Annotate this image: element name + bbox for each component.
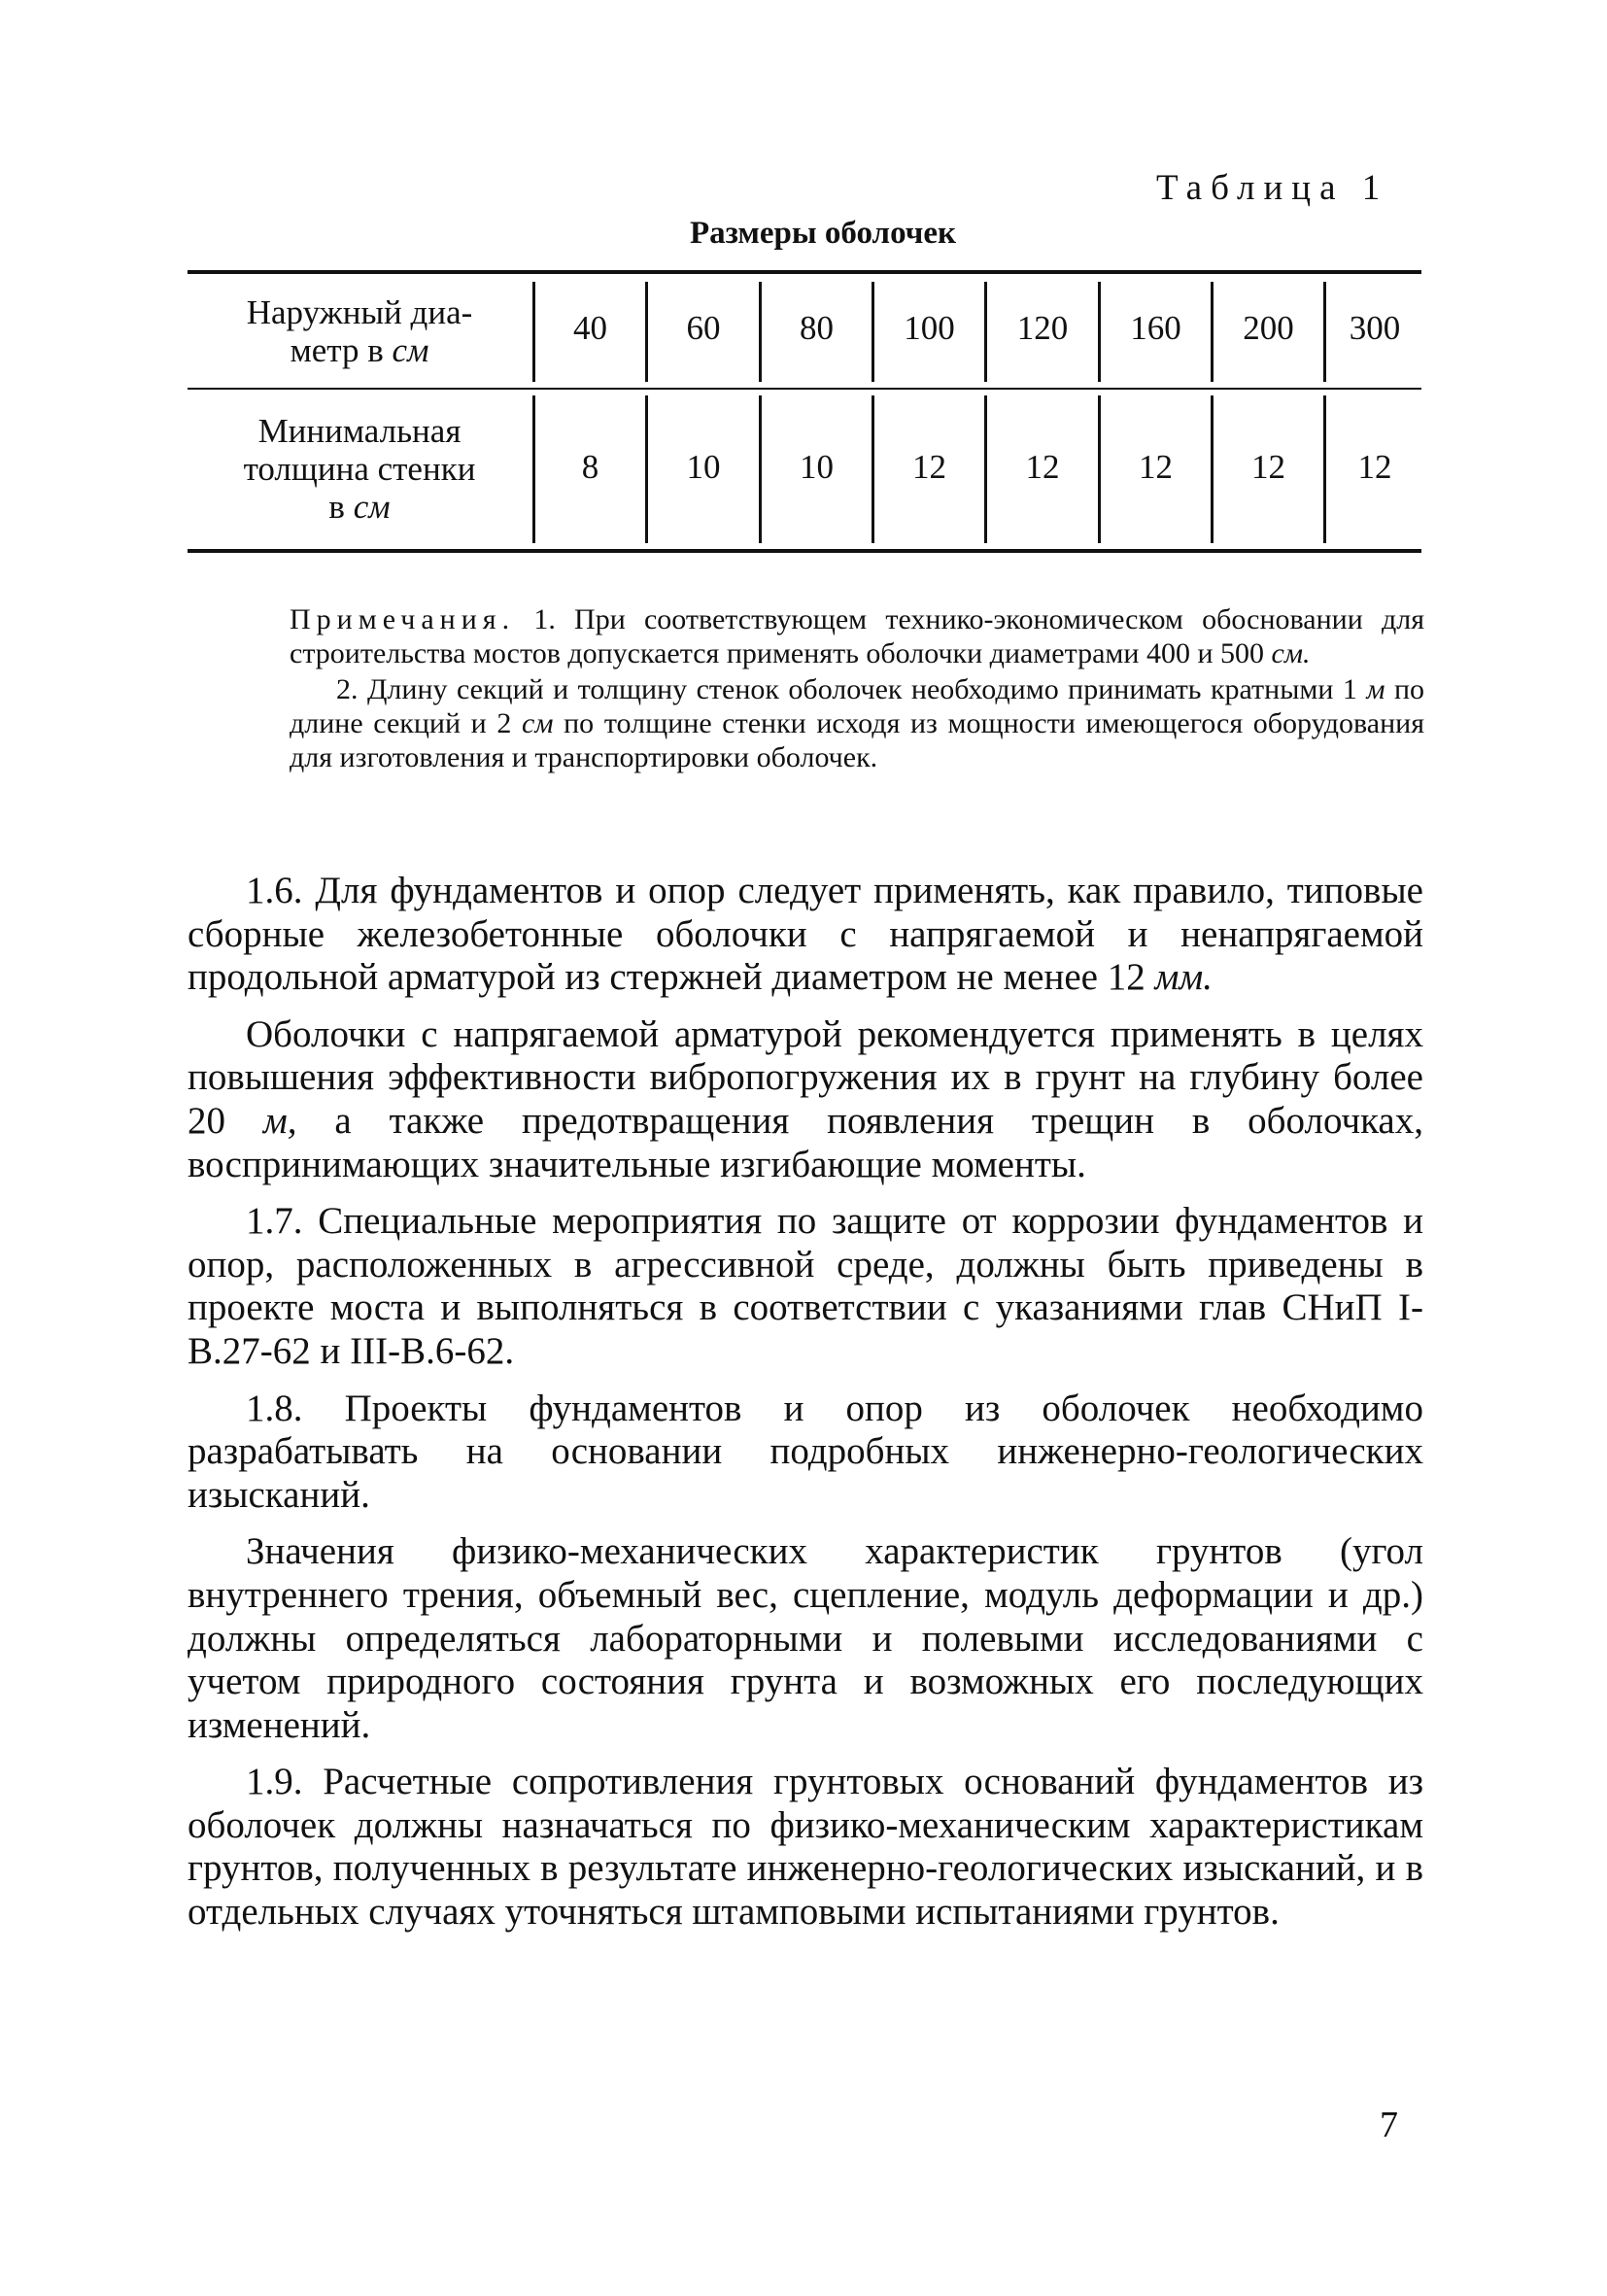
note-2: 2. Длину секций и толщину стенок оболочек необходимо принимать кратными 1 м по длине секций и 2 см по толщине стенки исходя из мощности имеющегося оборудования для изготовления и транспортировки оболочек. bbox=[290, 673, 1425, 773]
note-1: Примечания. 1. При соответствующем технико-экономическом обосновании для строительства мостов допускается применять оболочки диаметрами 400 и 500 см. bbox=[290, 603, 1425, 669]
paragraph-1-8: 1.8. Проекты фундаментов и опор из оболочек необходимо разрабатывать на основании подробных инженерно-геологических изысканий. bbox=[188, 1387, 1423, 1516]
table-cell: 12 bbox=[1251, 448, 1285, 486]
table-cell: 100 bbox=[904, 309, 955, 347]
table-cell: 10 bbox=[800, 448, 834, 486]
table-label: Таблица 1 bbox=[1156, 168, 1389, 208]
row-header-diameter: Наружный диа- метр в см bbox=[246, 293, 473, 369]
table-cell: 120 bbox=[1016, 309, 1069, 347]
table-cell: 12 bbox=[1025, 448, 1060, 486]
body-text bbox=[188, 870, 1423, 1948]
table-top-rule bbox=[188, 270, 1421, 274]
row-header-thickness: Минимальная толщина стенки в см bbox=[243, 412, 476, 526]
table-cell: 200 bbox=[1243, 309, 1294, 347]
table-middle-rule bbox=[188, 388, 1421, 390]
table-cell: 40 bbox=[573, 309, 607, 347]
table-cell: 12 bbox=[912, 448, 946, 486]
paragraph-1-6-continued: Оболочки с напрягаемой арматурой рекомендуется применять в целях повышения эффективности вибропогружения их в грунт на глубину более 20 м, а также предотвращения появления трещин в оболочках, воспринимающих значительные изгибающие моменты. bbox=[188, 1012, 1423, 1185]
table-cell: 300 bbox=[1349, 309, 1401, 347]
table-cell: 160 bbox=[1130, 309, 1181, 347]
table-cell: 10 bbox=[686, 448, 721, 486]
table-cell: 12 bbox=[1357, 448, 1392, 486]
page-number: 7 bbox=[1380, 2105, 1398, 2145]
table-notes bbox=[290, 602, 1424, 776]
table-title: Размеры оболочек bbox=[689, 216, 956, 251]
paragraph-1-9: 1.9. Расчетные сопротивления грунтовых оснований фундаментов из оболочек должны назначаться по физико-механическим характеристикам грунтов, полученных в результате инженерно-геологических изысканий, и в отдельных случаях уточняться штамповыми испытаниями грунтов. bbox=[188, 1761, 1423, 1934]
table-cell: 60 bbox=[686, 309, 721, 347]
paragraph-1-8-continued: Значения физико-механических характеристик грунтов (угол внутреннего трения, объемный вес, сцепление, модуль деформации и др.) должны определяться лабораторными и полевыми исследованиями с учетом природного состояния грунта и возможных его последующих изменений. bbox=[188, 1530, 1423, 1746]
paragraph-1-7: 1.7. Специальные мероприятия по защите от коррозии фундаментов и опор, расположенных в агрессивной среде, должны быть приведены в проекте моста и выполняться в соответствии с указаниями глав СНиП I-В.27-62 и III-В.6-62. bbox=[188, 1200, 1423, 1372]
table-cell: 80 bbox=[800, 309, 834, 347]
table-cell: 8 bbox=[581, 448, 599, 486]
table-cell: 12 bbox=[1139, 448, 1173, 486]
paragraph-1-6: 1.6. Для фундаментов и опор следует применять, как правило, типовые сборные железобетонные оболочки с напрягаемой и ненапрягаемой продольной арматурой из стержней диаметром не менее 12 мм. bbox=[188, 870, 1423, 999]
table-bottom-rule bbox=[188, 549, 1421, 553]
